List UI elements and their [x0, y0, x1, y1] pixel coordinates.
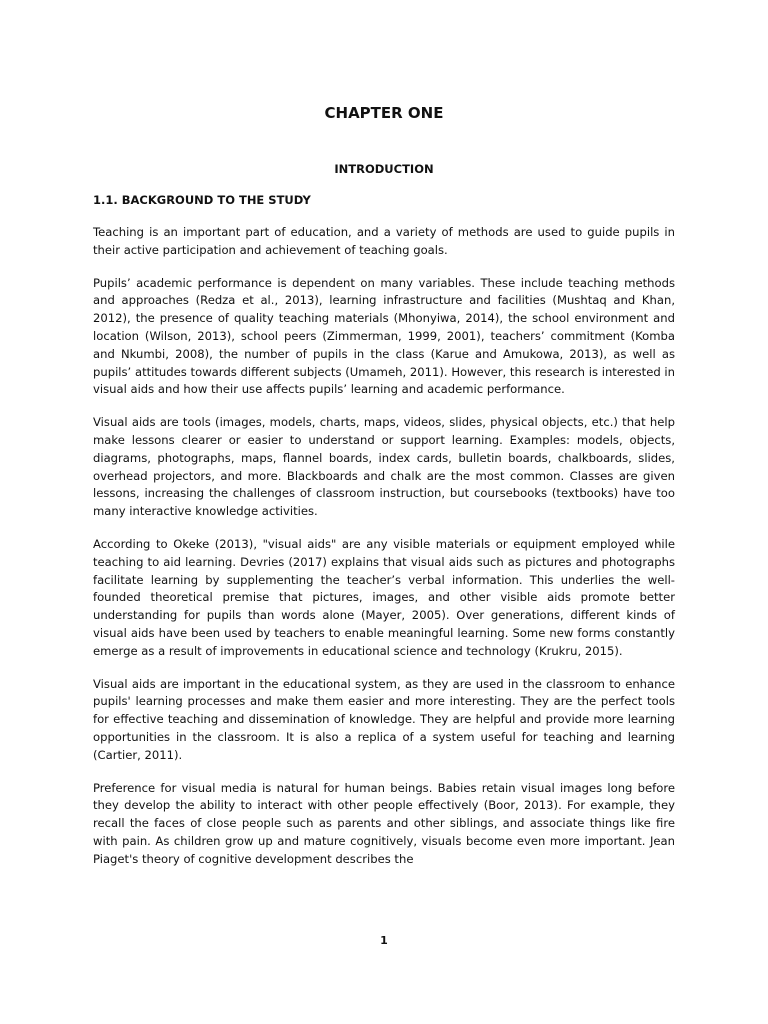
paragraph-2: Pupils’ academic performance is dependent on many variables. These include teaching methods and approaches (Redza et al., 2013), learning infrastructure and facilities (Mushtaq and Khan, 2012), the presence of quality teaching materials (Mhonyiwa, 2014), the school environment and location (Wilson, 2013), school peers (Zimmerman, 1999, 2001), teachers’ commitment (Komba and Nkumbi, 2008), the number of pupils in the class (Karue and Amukowa, 2013), as well as pupils’ attitudes towards different subjects (Umameh, 2011). However, this research is interested in visual aids and how their use affects pupils’ learning and academic performance. [93, 275, 675, 397]
paragraph-4: According to Okeke (2013), "visual aids" are any visible materials or equipment employed while teaching to aid learning. Devries (2017) explains that visual aids such as pictures and photographs facilitate learning by supplementing the teacher’s verbal information. This underlies the well-founded theoretical premise that pictures, images, and other visible aids promote better understanding for pupils than words alone (Mayer, 2005). Over generations, different kinds of visual aids have been used by teachers to enable meaningful learning. Some new forms constantly emerge as a result of improvements in educational science and technology (Krukru, 2015). [93, 536, 675, 658]
chapter-title: CHAPTER ONE [324, 104, 444, 122]
paragraph-3: Visual aids are tools (images, models, charts, maps, videos, slides, physical objects, etc.) that help make lessons clearer or easier to understand or support learning. Examples: models, objects, diagrams, photographs, maps, flannel boards, index cards, bulletin boards, chalkboards, slides, overhead projectors, and more. Blackboards and chalk are the most common. Classes are given lessons, increasing the challenges of classroom instruction, but coursebooks (textbooks) have too many interactive knowledge activities. [93, 415, 675, 519]
introduction-heading: INTRODUCTION [334, 162, 434, 176]
section-heading: 1.1. BACKGROUND TO THE STUDY [93, 193, 311, 207]
page-number: 1 [380, 934, 388, 947]
paragraph-1: Teaching is an important part of education, and a variety of methods are used to guide pupils in their active participation and achievement of teaching goals. [93, 225, 675, 257]
paragraph-6: Preference for visual media is natural for human beings. Babies retain visual images long before they develop the ability to interact with other people effectively (Boor, 2013). For example, they recall the faces of close people such as parents and other siblings, and associate things like fire with pain. As children grow up and mature cognitively, visuals become even more important. Jean Piaget's theory of cognitive development describes the [93, 780, 675, 866]
paragraph-5: Visual aids are important in the educational system, as they are used in the classroom to enhance pupils' learning processes and make them easier and more interesting. They are the perfect tools for effective teaching and dissemination of knowledge. They are helpful and provide more learning opportunities in the classroom. It is also a replica of a system useful for teaching and learning (Cartier, 2011). [93, 676, 675, 762]
